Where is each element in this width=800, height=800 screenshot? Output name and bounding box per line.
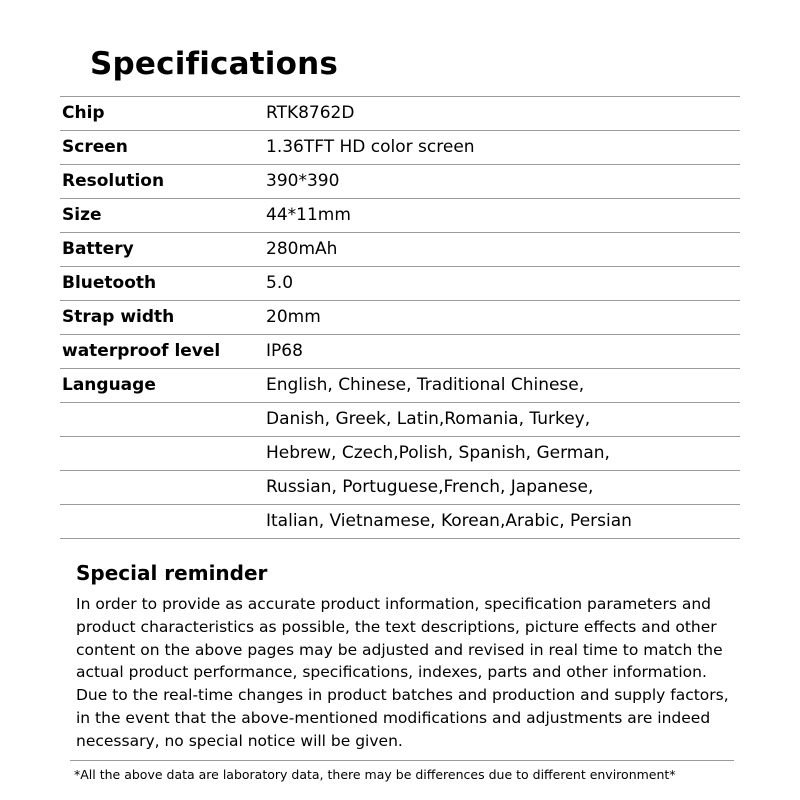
- page-title: Specifications: [90, 46, 339, 82]
- spec-value: 280mAh: [266, 239, 338, 259]
- spec-key: waterproof level: [62, 341, 221, 361]
- spec-key: [60, 505, 264, 539]
- table-row: [60, 131, 740, 165]
- spec-value: RTK8762D: [266, 103, 355, 123]
- spec-value: Hebrew, Czech,Polish, Spanish, German,: [266, 443, 610, 463]
- spec-key: [60, 403, 264, 437]
- table-row: [60, 335, 740, 369]
- spec-value: 390*390: [266, 171, 340, 191]
- table-row: [60, 505, 740, 539]
- spec-value: 20mm: [266, 307, 321, 327]
- specifications-table: [60, 96, 740, 539]
- spec-key: [60, 437, 264, 471]
- spec-key: Strap width: [62, 307, 175, 327]
- spec-key: Bluetooth: [62, 273, 157, 293]
- table-row: [60, 97, 740, 131]
- table-row: [60, 403, 740, 437]
- spec-value: 44*11mm: [266, 205, 351, 225]
- spec-value: Danish, Greek, Latin,Romania, Turkey,: [266, 409, 591, 429]
- special-reminder-heading: Special reminder: [76, 561, 268, 585]
- spec-value: IP68: [266, 341, 303, 361]
- spec-key: Chip: [62, 103, 105, 123]
- table-row: [60, 199, 740, 233]
- spec-value: 1.36TFT HD color screen: [266, 137, 475, 157]
- spec-key: Screen: [62, 137, 128, 157]
- spec-value: 5.0: [266, 273, 294, 293]
- spec-key: Battery: [62, 239, 134, 259]
- spec-value: English, Chinese, Traditional Chinese,: [266, 375, 585, 395]
- table-row: [60, 165, 740, 199]
- spec-key: Language: [62, 375, 156, 395]
- spec-key: [60, 471, 264, 505]
- footnote-section: [60, 760, 740, 782]
- spec-value: Italian, Vietnamese, Korean,Arabic, Persian: [266, 511, 632, 531]
- table-row: [60, 233, 740, 267]
- spec-value: Russian, Portuguese,French, Japanese,: [266, 477, 594, 497]
- footnote-divider: [70, 760, 734, 761]
- spec-key: Resolution: [62, 171, 165, 191]
- table-row: [60, 301, 740, 335]
- table-row: [60, 471, 740, 505]
- specifications-table-body: [60, 97, 740, 539]
- special-reminder-body: In order to provide as accurate product information, specification parameters and product characteristics as possible, the text descriptions, picture effects and other content on the above pages may be adjusted and revised in real time to match the actual product performance, specifications, indexes, parts and other information. Due to the real-time changes in product batches and production and supply factors, in the event that the above-mentioned modifications and adjustments are indeed necessary, no special notice will be given.: [76, 595, 729, 750]
- table-row: [60, 369, 740, 403]
- table-row: [60, 437, 740, 471]
- footnote-text: *All the above data are laboratory data, there may be differences due to different environment*: [74, 767, 676, 782]
- table-row: [60, 267, 740, 301]
- spec-key: Size: [62, 205, 102, 225]
